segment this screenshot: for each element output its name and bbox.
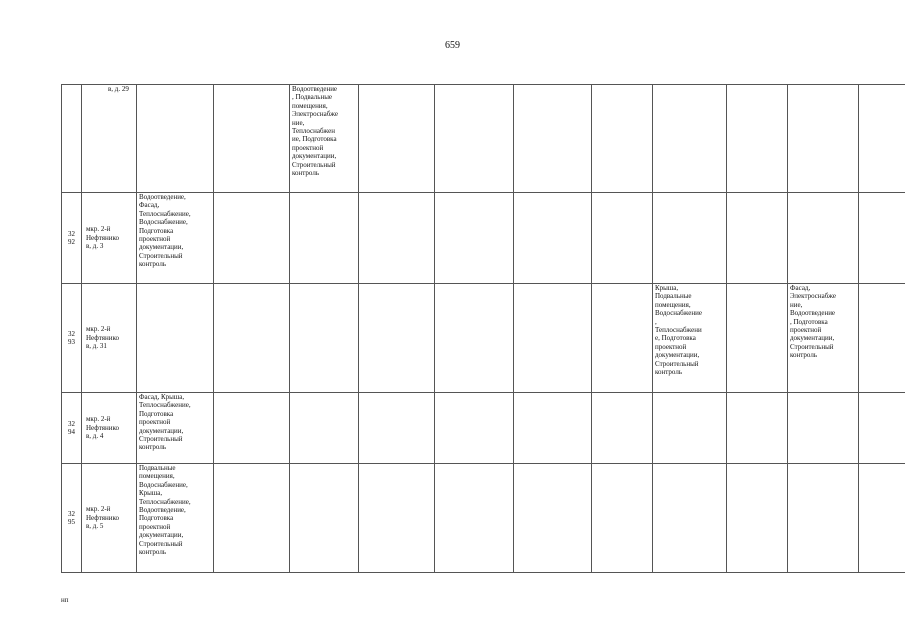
empty-cell (592, 464, 653, 573)
empty-cell (727, 464, 788, 573)
empty-cell (859, 393, 905, 464)
empty-cell (435, 85, 514, 193)
work-types-cell (137, 284, 214, 393)
empty-cell (514, 393, 592, 464)
empty-cell (214, 85, 290, 193)
row-number-cell: 32 94 (62, 393, 82, 464)
empty-cell (727, 193, 788, 284)
empty-cell (514, 464, 592, 573)
table-row (62, 284, 905, 393)
row-number-cell: 32 92 (62, 193, 82, 284)
empty-cell (727, 393, 788, 464)
address-cell: мкр. 2-й Нефтянико в, д. 31 (82, 284, 137, 393)
empty-cell (435, 284, 514, 393)
empty-cell (359, 464, 435, 573)
work-types-cell: Водоотведение , Подвальные помещения, Электроснабже ние, Теплоснабжен ие, Подготовка проектной документации, Строительный контроль (290, 85, 359, 193)
work-types-cell: Фасад, Крыша, Теплоснабжение, Подготовка проектной документации, Строительный контроль (137, 393, 214, 464)
footer-mark: нп (61, 596, 69, 604)
work-types-cell (653, 464, 727, 573)
work-types-cell (788, 193, 859, 284)
table-row (62, 193, 905, 284)
empty-cell (214, 193, 290, 284)
address-cell: мкр. 2-й Нефтянико в, д. 5 (82, 464, 137, 573)
work-types-cell (788, 85, 859, 193)
empty-cell (859, 193, 905, 284)
empty-cell (214, 393, 290, 464)
empty-cell (435, 393, 514, 464)
row-number-cell: 32 95 (62, 464, 82, 573)
empty-cell (727, 85, 788, 193)
empty-cell (514, 193, 592, 284)
empty-cell (435, 464, 514, 573)
repair-schedule-table (61, 84, 905, 573)
work-types-cell (290, 464, 359, 573)
empty-cell (359, 85, 435, 193)
row-number-cell (62, 85, 82, 193)
work-types-cell: Крыша, Подвальные помещения, Водоснабжение , Теплоснабжени е, Подготовка проектной документации, Строительный контроль (653, 284, 727, 393)
empty-cell (592, 85, 653, 193)
empty-cell (727, 284, 788, 393)
work-types-cell (290, 284, 359, 393)
empty-cell (435, 193, 514, 284)
address-cell: в, д. 29 (82, 85, 137, 193)
address-cell: мкр. 2-й Нефтянико в, д. 4 (82, 393, 137, 464)
empty-cell (859, 284, 905, 393)
work-types-cell: Водоотведение, Фасад, Теплоснабжение, Водоснабжение, Подготовка проектной документации, Строительный контроль (137, 193, 214, 284)
empty-cell (859, 85, 905, 193)
work-types-cell (788, 464, 859, 573)
table-row (62, 85, 905, 193)
table-row (62, 464, 905, 573)
row-number-cell: 32 93 (62, 284, 82, 393)
work-types-cell (788, 393, 859, 464)
work-types-cell (653, 85, 727, 193)
work-types-cell (290, 193, 359, 284)
empty-cell (359, 284, 435, 393)
work-types-cell (290, 393, 359, 464)
empty-cell (514, 284, 592, 393)
empty-cell (214, 464, 290, 573)
work-types-cell (653, 393, 727, 464)
empty-cell (592, 193, 653, 284)
empty-cell (514, 85, 592, 193)
page-number: 659 (445, 40, 460, 51)
work-types-cell: Подвальные помещения, Водоснабжение, Крыша, Теплоснабжение, Водоотведение, Подготовка проектной документации, Строительный контроль (137, 464, 214, 573)
empty-cell (859, 464, 905, 573)
empty-cell (359, 193, 435, 284)
empty-cell (592, 393, 653, 464)
empty-cell (214, 284, 290, 393)
table-row (62, 393, 905, 464)
work-types-cell (653, 193, 727, 284)
empty-cell (359, 393, 435, 464)
work-types-cell: Фасад, Электроснабже ние, Водоотведение , Подготовка проектной документации, Строительный контроль (788, 284, 859, 393)
work-types-cell (137, 85, 214, 193)
address-cell: мкр. 2-й Нефтянико в, д. 3 (82, 193, 137, 284)
empty-cell (592, 284, 653, 393)
